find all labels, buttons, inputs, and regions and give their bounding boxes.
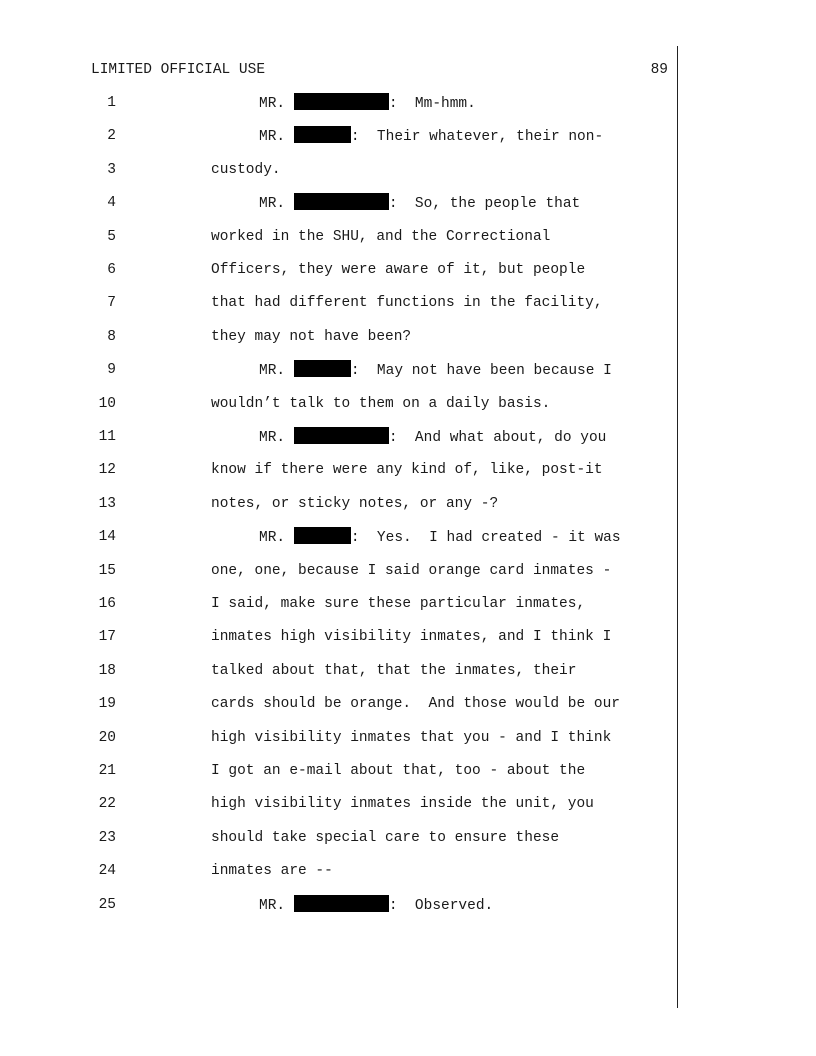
page-number: 89 xyxy=(650,62,668,78)
spoken-text: Officers, they were aware of it, but people xyxy=(211,262,586,278)
transcript-line xyxy=(0,627,676,647)
spoken-text: inmates are -- xyxy=(211,863,333,880)
speaker-label: MR. xyxy=(259,129,286,146)
spoken-text: custody. xyxy=(211,161,281,178)
line-number: 1 xyxy=(107,95,116,111)
transcript-line xyxy=(0,394,676,414)
transcript-line xyxy=(0,594,676,614)
line-number: 21 xyxy=(98,763,116,779)
transcript-line xyxy=(0,694,676,714)
speaker-label: MR. xyxy=(259,196,286,213)
line-text xyxy=(259,360,612,381)
spoken-text: should take special care to ensure these xyxy=(211,829,560,846)
redaction-box xyxy=(294,360,351,377)
line-text xyxy=(211,327,411,347)
line-number: 24 xyxy=(98,863,116,880)
line-number: 19 xyxy=(98,696,116,713)
spoken-text: I said, make sure these particular inmates, xyxy=(211,596,586,612)
spoken-text: : Yes. I had created - it was xyxy=(350,530,621,547)
transcript-line xyxy=(0,160,676,180)
transcript-line xyxy=(0,293,676,313)
line-text xyxy=(259,126,603,147)
spoken-text: know if there were any kind of, like, post-it xyxy=(211,462,603,479)
transcript-line xyxy=(0,794,676,814)
spoken-text: I got an e-mail about that, too - about the xyxy=(211,763,586,779)
line-text xyxy=(259,527,621,548)
transcript-line xyxy=(0,327,676,347)
redaction-box xyxy=(294,193,389,210)
line-number: 12 xyxy=(98,462,116,479)
line-text xyxy=(211,394,550,414)
right-margin-rule xyxy=(677,46,678,1008)
transcript-line xyxy=(0,761,676,781)
line-number: 20 xyxy=(98,729,116,746)
transcript-line xyxy=(0,828,676,848)
line-text xyxy=(259,193,580,214)
line-number: 5 xyxy=(107,228,116,245)
spoken-text: that had different functions in the facility, xyxy=(211,295,603,312)
line-text xyxy=(211,160,281,180)
transcript-line xyxy=(0,360,676,380)
spoken-text: : So, the people that xyxy=(388,196,581,213)
line-text xyxy=(211,761,585,781)
line-text xyxy=(211,594,585,614)
spoken-text: high visibility inmates inside the unit, you xyxy=(211,796,594,813)
spoken-text: : Observed. xyxy=(388,897,494,914)
line-text xyxy=(259,93,476,114)
spoken-text: inmates high visibility inmates, and I think I xyxy=(211,629,612,646)
line-text xyxy=(259,427,606,448)
line-number: 14 xyxy=(98,529,116,546)
classification-header: LIMITED OFFICIAL USE xyxy=(91,62,266,78)
line-number: 10 xyxy=(98,395,116,412)
transcript-line xyxy=(0,427,676,447)
line-text xyxy=(211,627,611,647)
redaction-box xyxy=(294,126,351,143)
line-text xyxy=(211,260,585,280)
transcript-line xyxy=(0,193,676,213)
line-text xyxy=(211,227,550,247)
line-number: 8 xyxy=(107,328,116,345)
line-number: 4 xyxy=(107,195,116,212)
transcript-line xyxy=(0,561,676,581)
line-text xyxy=(211,293,603,313)
spoken-text: : Mm-hmm. xyxy=(388,96,476,112)
line-text xyxy=(211,561,611,581)
line-number: 6 xyxy=(107,262,116,278)
spoken-text: wouldn’t talk to them on a daily basis. xyxy=(211,395,551,412)
transcript-line xyxy=(0,661,676,681)
speaker-label: MR. xyxy=(259,363,286,380)
spoken-text: : And what about, do you xyxy=(388,430,607,446)
transcript-line xyxy=(0,126,676,146)
transcript-line xyxy=(0,260,676,280)
speaker-label: MR. xyxy=(259,897,286,914)
spoken-text: one, one, because I said orange card inmates - xyxy=(211,562,612,579)
speaker-label: MR. xyxy=(259,96,286,112)
line-number: 2 xyxy=(107,128,116,145)
line-number: 25 xyxy=(98,896,116,913)
transcript-line xyxy=(0,527,676,547)
line-number: 13 xyxy=(98,495,116,512)
line-text xyxy=(211,828,559,848)
spoken-text: worked in the SHU, and the Correctional xyxy=(211,228,551,245)
line-number: 22 xyxy=(98,796,116,813)
line-number: 15 xyxy=(98,562,116,579)
spoken-text: cards should be orange. And those would be our xyxy=(211,696,620,713)
line-text xyxy=(211,728,611,748)
redaction-box xyxy=(294,527,351,544)
spoken-text: talked about that, that the inmates, their xyxy=(211,662,577,679)
speaker-label: MR. xyxy=(259,530,286,547)
line-text xyxy=(259,895,493,916)
redaction-box xyxy=(294,93,389,110)
line-number: 16 xyxy=(98,596,116,612)
redaction-box xyxy=(294,427,389,444)
line-number: 9 xyxy=(107,362,116,379)
transcript-line xyxy=(0,494,676,514)
line-number: 3 xyxy=(107,161,116,178)
spoken-text: notes, or sticky notes, or any -? xyxy=(211,495,499,512)
line-number: 23 xyxy=(98,829,116,846)
line-number: 11 xyxy=(98,429,116,445)
transcript-line xyxy=(0,227,676,247)
line-text xyxy=(211,494,498,514)
spoken-text: : May not have been because I xyxy=(350,363,612,380)
line-text xyxy=(211,460,603,480)
line-number: 18 xyxy=(98,662,116,679)
line-number: 17 xyxy=(98,629,116,646)
line-text xyxy=(211,694,620,714)
transcript-line xyxy=(0,93,676,113)
redaction-box xyxy=(294,895,389,912)
spoken-text: high visibility inmates that you - and I think xyxy=(211,729,612,746)
spoken-text: : Their whatever, their non- xyxy=(350,129,604,146)
line-number: 7 xyxy=(107,295,116,312)
transcript-line xyxy=(0,895,676,915)
transcript-line xyxy=(0,728,676,748)
speaker-label: MR. xyxy=(259,430,286,446)
line-text xyxy=(211,794,594,814)
transcript-line xyxy=(0,460,676,480)
spoken-text: they may not have been? xyxy=(211,328,412,345)
line-text xyxy=(211,661,576,681)
transcript-line xyxy=(0,861,676,881)
line-text xyxy=(211,861,333,881)
